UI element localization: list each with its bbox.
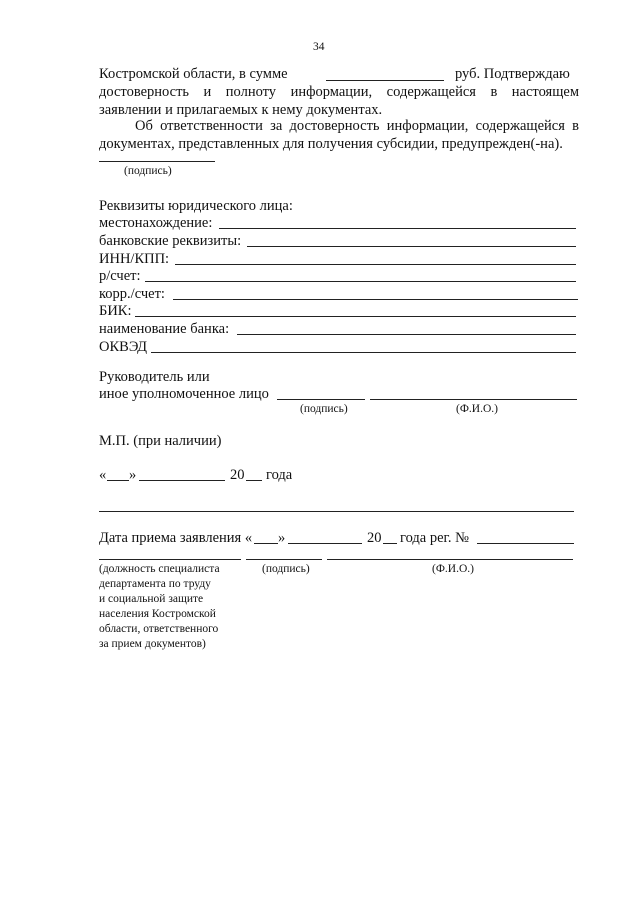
field-corr-account-label: корр./счет: bbox=[99, 286, 165, 302]
paragraph1-line2: достоверность и полноту информации, содержащейся в настоящем bbox=[99, 84, 579, 100]
reception-label: Дата приема заявления « bbox=[99, 530, 253, 546]
head-line2: иное уполномоченное лицо bbox=[99, 386, 269, 402]
field-corr-account-blank[interactable] bbox=[173, 299, 578, 300]
date-close-quote: » bbox=[129, 467, 137, 483]
field-location bbox=[99, 214, 576, 232]
date-open-quote: « bbox=[99, 467, 107, 483]
head-sign-blank[interactable] bbox=[277, 399, 365, 400]
signature-blank[interactable] bbox=[99, 161, 215, 162]
field-account bbox=[99, 267, 576, 285]
field-account-label: р/счет: bbox=[99, 268, 141, 284]
field-bank-details bbox=[99, 232, 576, 250]
field-bank-details-label: банковские реквизиты: bbox=[99, 233, 242, 249]
field-corr-account bbox=[99, 285, 578, 303]
specialist-line-5: области, ответственного bbox=[99, 623, 219, 635]
specialist-sign-caption: (подпись) bbox=[262, 563, 310, 575]
field-bank-details-blank[interactable] bbox=[247, 246, 576, 247]
reception-year-prefix: 20 bbox=[367, 530, 382, 546]
head-name-caption: (Ф.И.О.) bbox=[456, 403, 498, 415]
field-location-blank[interactable] bbox=[219, 228, 576, 229]
field-bik bbox=[99, 302, 576, 320]
specialist-line-2: департамента по труду bbox=[99, 578, 211, 590]
head-name-blank[interactable] bbox=[370, 399, 577, 400]
head-sign-caption: (подпись) bbox=[300, 403, 348, 415]
field-inn-kpp-blank[interactable] bbox=[175, 264, 576, 265]
reception-day-blank[interactable] bbox=[254, 543, 278, 544]
specialist-name-caption: (Ф.И.О.) bbox=[432, 563, 474, 575]
field-bank-name bbox=[99, 320, 576, 338]
field-bank-name-blank[interactable] bbox=[237, 334, 576, 335]
date-year-prefix: 20 bbox=[230, 467, 245, 483]
requisites-heading: Реквизиты юридического лица: bbox=[99, 198, 293, 214]
page-number: 34 bbox=[313, 41, 325, 53]
specialist-sign-blank[interactable] bbox=[246, 559, 322, 560]
reception-year-blank[interactable] bbox=[383, 543, 397, 544]
specialist-line-1: (должность специалиста bbox=[99, 563, 220, 575]
paragraph1-line1-right: руб. Подтверждаю bbox=[455, 66, 570, 82]
stamp-label: М.П. (при наличии) bbox=[99, 433, 222, 449]
date-month-blank[interactable] bbox=[139, 480, 225, 481]
field-account-blank[interactable] bbox=[145, 281, 576, 282]
separator-line bbox=[99, 511, 574, 512]
field-inn-kpp bbox=[99, 250, 576, 268]
reception-close-quote: » bbox=[278, 530, 286, 546]
field-bik-label: БИК: bbox=[99, 303, 132, 319]
specialist-line-6: за прием документов) bbox=[99, 638, 206, 650]
paragraph1-line3: заявлении и прилагаемых к нему документах. bbox=[99, 102, 383, 118]
specialist-position-blank[interactable] bbox=[99, 559, 241, 560]
field-inn-kpp-label: ИНН/КПП: bbox=[99, 251, 170, 267]
paragraph1-line1-left: Костромской области, в сумме bbox=[99, 66, 288, 82]
field-okved-blank[interactable] bbox=[151, 352, 576, 353]
reception-reg-number-blank[interactable] bbox=[477, 543, 574, 544]
head-line1: Руководитель или bbox=[99, 369, 210, 385]
field-bik-blank[interactable] bbox=[135, 316, 576, 317]
paragraph2-line1: Об ответственности за достоверность информации, содержащейся в bbox=[135, 118, 579, 134]
signature-caption: (подпись) bbox=[124, 165, 172, 177]
date-year-suffix: года bbox=[266, 467, 293, 483]
reception-year-reg: года рег. № bbox=[400, 530, 469, 546]
date-day-blank[interactable] bbox=[107, 480, 129, 481]
specialist-line-3: и социальной защите bbox=[99, 593, 204, 605]
field-okved bbox=[99, 338, 576, 356]
field-okved-label: ОКВЭД bbox=[99, 339, 148, 355]
date-year-blank[interactable] bbox=[246, 480, 262, 481]
field-bank-name-label: наименование банка: bbox=[99, 321, 230, 337]
paragraph2-line2: документах, представленных для получения субсидии, предупрежден(-на). bbox=[99, 136, 563, 152]
reception-month-blank[interactable] bbox=[288, 543, 362, 544]
specialist-line-4: населения Костромской bbox=[99, 608, 216, 620]
amount-blank[interactable] bbox=[326, 80, 444, 81]
field-location-label: местонахождение: bbox=[99, 215, 213, 231]
specialist-name-blank[interactable] bbox=[327, 559, 573, 560]
